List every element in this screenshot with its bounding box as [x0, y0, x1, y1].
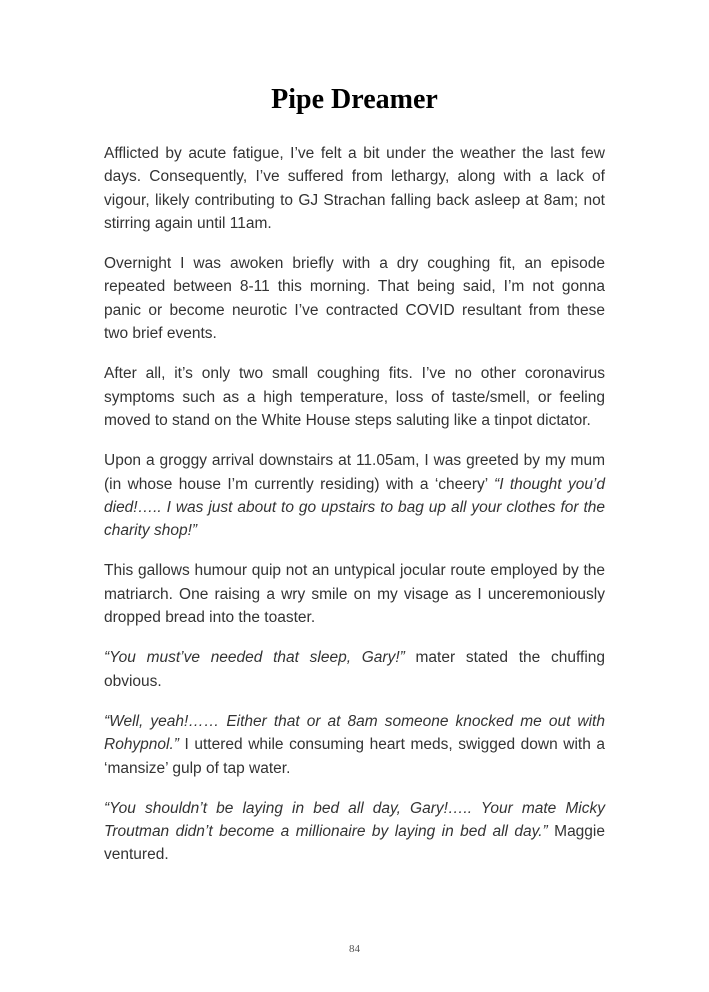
paragraph-text: I uttered while consuming heart meds, swigged down with a ‘mansize’ gulp of tap water.: [104, 736, 605, 777]
paragraph-3: [104, 362, 605, 432]
paragraph-6: [104, 646, 605, 693]
page-title: Pipe Dreamer: [271, 84, 438, 115]
body-text: [104, 142, 605, 884]
page-number: 84: [349, 943, 360, 955]
paragraph-1: [104, 142, 605, 235]
paragraph-8: [104, 797, 605, 867]
quoted-speech: “You shouldn’t be laying in bed all day, Gary!….. Your mate Micky Troutman didn’t become a millionaire by laying in bed all day.”: [104, 799, 605, 841]
paragraph-text: mater stated the chuffing obvious.: [104, 649, 605, 690]
quoted-speech: “You must’ve needed that sleep, Gary!”: [104, 649, 405, 667]
paragraph-text: Upon a groggy arrival downstairs at 11.05am, I was greeted by my mum (in whose house I’m currently residing) with a ‘cheery’: [104, 452, 605, 493]
paragraph-text: After all, it’s only two small coughing fits. I’ve no other coronavirus symptoms such as a high temperature, loss of taste/smell, or feeling moved to stand on the White House steps saluting like a tinpot dictator.: [104, 365, 605, 429]
paragraph-2: [104, 252, 605, 345]
paragraph-7: [104, 710, 605, 780]
quoted-speech: “Well, yeah!…… Either that or at 8am someone knocked me out with Rohypnol.”: [104, 712, 605, 754]
paragraph-text: Afflicted by acute fatigue, I’ve felt a bit under the weather the last few days. Consequently, I’ve suffered from lethargy, along with a lack of vigour, likely contributing to GJ Strachan falling back asleep at 8am; not stirring again until 11am.: [104, 145, 605, 232]
paragraph-text: Overnight I was awoken briefly with a dry coughing fit, an episode repeated between 8-11 this morning. That being said, I’m not gonna panic or become neurotic I’ve contracted COVID resultant from these two brief events.: [104, 255, 605, 343]
paragraph-5: [104, 559, 605, 629]
paragraph-text: Maggie ventured.: [104, 823, 605, 864]
paragraph-4: [104, 449, 605, 542]
quoted-speech: “I thought you’d died!….. I was just about to go upstairs to bag up all your clothes for the charity shop!”: [104, 475, 605, 540]
paragraph-text: This gallows humour quip not an untypical jocular route employed by the matriarch. One raising a wry smile on my visage as I unceremoniously dropped bread into the toaster.: [104, 562, 605, 627]
